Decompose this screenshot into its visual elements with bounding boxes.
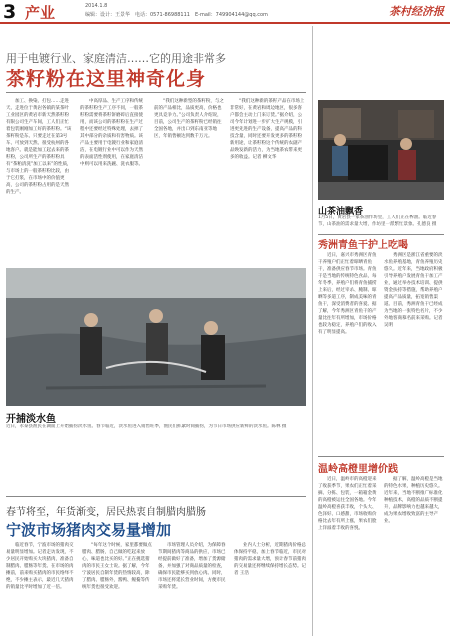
page-header — [0, 0, 450, 24]
orange-story-text-2: 据了解，温岭高橙是当地的特色水果，种植历史悠久。近年来，当地不断推广标准化种植技术，高橙的品质不断提升，品牌影响力也越来越大，成为果农增收致富的主导产业。 — [384, 477, 443, 524]
divider — [318, 234, 444, 235]
divider — [318, 456, 444, 457]
pig-story-column-2 — [82, 542, 152, 636]
oil-mill-image — [318, 100, 444, 200]
pig-story-kicker: 春节将至，年货渐变，居民热衷自制腊肉腊肠 — [6, 507, 206, 518]
fish-story-text-2: 秀洲区是浙江省重要的淡水鱼养殖基地，青鱼养殖历史悠久。近年来，当地政府积极引导养殖户发展青鱼干加工产业，通过举办技术培训、提供资金扶持等措施，帮助养殖户提高产品质量，拓宽销售渠道。目前，秀洲青鱼干已经成为当地的一张特色名片，不少外地客商慕名前来采购。记者 吴明 — [384, 253, 443, 328]
oil-mill-photo — [318, 100, 444, 200]
pig-story-headline: 宁波市场猪肉交易量增加 — [6, 521, 172, 539]
newspaper-logo: 茶村经济报 — [389, 5, 444, 18]
fishing-image — [6, 268, 306, 406]
pig-story-text-3: 市场管理人员介绍，为保障春节期间猪肉等商品的供应，市场已经提前做好了准备，增加了货源储备，并加强了对商品质量的检查，确保市民能够买到放心肉。同时，市场还将延长营业时间，方便市民采购年货。 — [158, 543, 226, 590]
fishing-photo — [6, 268, 306, 406]
fish-story-headline: 秀洲青鱼干护上吃喝 — [318, 240, 408, 251]
story1-text-2: 中高厚品、生产工序和传统的茶籽粉生产工序不同，一般茶籽粉需要将茶籽饼磨碎后直接使用，而该公司的茶籽粉在生产过程中还要经过特殊处理，去掉了其中部分的杂质和有害物质。该产品主要用于电镀行业和家庭清洁，在电镀行业中可以作为天然的表面活性剂使用，在家庭清洁中则可以用来洗碗、洗衣服等。 — [80, 99, 143, 167]
story1-headline: 茶籽粉在这里神奇化身 — [6, 68, 207, 90]
orange-story-text-1: 近日，温岭市的高橙迎来了收获季节，果农们正忙着采摘、分拣、包装，一箱箱金黄的高橙被运往全国各地。今年温岭高橙喜获丰收，个头大、色泽好、口感甜，市场收购价格比去年有所上涨，果农们脸上洋溢着丰收的喜悦。 — [318, 477, 377, 531]
fish-story-text-1: 近日，嘉兴市秀洲区青鱼干养殖户们正忙着晾晒青鱼干，准备供应春节市场。青鱼干是当地的传统特色食品，每年冬季，养殖户们将青鱼捕捞上来后，经过宰杀、腌制、晾晒等多道工序，制成美味的青鱼干，深受消费者的喜爱。据了解，今年秀洲区青鱼干的产量比往年有所增加，市场价格也较为稳定，养殖户们的收入有了明显提高。 — [318, 253, 377, 335]
issue-date: 2014.1.8 — [85, 3, 108, 9]
story1-text-1: 加工、换染、打包……走进天、走进位于黄岩各镇的某茶叶工业园区的黄岩市新天然茶籽粉有限公司生产车间，工人们正忙着包装刚刚加工好的茶籽粉。“该茶籽粉是东、只要走过在第3号车、可放到天然、很受杭州的各地客户。就是能加工起去来的茶籽粉，公司所生产的茶籽粉具有“茶粕清洗”加工以来”的性质，与市场上的一般茶籽粉比较，由于它打浆，在市场中的价值更高，公司的茶籽粉占用的是天然的生产。 — [6, 99, 72, 195]
page-number: 3 — [3, 1, 17, 23]
orange-story-headline: 温岭高橙里增价践 — [318, 464, 398, 475]
fish-story-column-1 — [318, 252, 378, 450]
pig-story-text-1: 临近春节，宁波市场的猪肉交易量明显增加。记者走访发现，不少居民开始购买大块猪肉，准备自制腊肉、腊肠等年货。在市场的肉摊前，前来购买猪肉的市民络绎不绝，不少摊主表示，最近几天猪肉的销量比平时增加了近一倍。 — [6, 543, 74, 590]
oil-mill-photo-title: 山茶油飘香 — [318, 207, 364, 217]
orange-story-column-1 — [318, 476, 378, 636]
fishing-photo-title: 开捕淡水鱼 — [6, 414, 56, 425]
pig-story-text-4: 业内人士分析，近期猪肉价格总体保持平稳，加上春节临近，市民对猪肉的需求量大增，预计春节前猪肉的交易量还将继续保持增长态势。记者 王浩 — [234, 543, 306, 576]
pig-story-column-4 — [234, 542, 306, 636]
divider — [6, 496, 306, 497]
column-divider — [312, 26, 313, 636]
fishing-photo-caption: 近日，永泰县渔民在湖面上开始捕捞淡水鱼。春节临近，淡水鱼进入销售旺季，渔民们抓紧时间捕捞，为节日市场供应新鲜的淡水鱼。陈林 摄 — [6, 424, 287, 429]
oil-mill-photo-caption: 1月5日，黄岩县一家茶油作坊里，工人们正在榨油。临近春节，山茶油的需求量大增，作坊里一派繁忙景象。孔德良 摄 — [318, 215, 437, 227]
orange-story-column-2 — [384, 476, 444, 636]
pig-story-column-1 — [6, 542, 76, 636]
story1-kicker: 用于电镀行业、家庭清洁……它的用途非常多 — [6, 52, 226, 65]
story1-text-3: “我们这种新型的茶籽粉，与之前的产品相比，品质更高，价格也更具竞争力。”公司负责人介绍说，目前，公司生产的茶籽粉已经销往全国各地，并出口到东南亚等地区，年销售额达到数千万元。 — [154, 99, 224, 139]
story1-text-4: “我们这种新的茶籽产品在市场上非常好，在黄岩和周边地区，很多客户都会主动上门来订货。”据介绍，公司今年计划进一步扩大生产规模，引进更先进的生产设备，提高产品的科技含量，同时还要开发更多的茶籽粉新用途，让茶籽粉这个传统的农副产品焕发新的活力，为当地茶农带来更多的收益。记者 柳文华 — [230, 99, 305, 160]
section-title: 产业 — [25, 4, 56, 22]
pig-story-text-2: “每年这个时候，家里都要做点腊肉、腊肠，自己做的吃起来放心，味道也比买的好。”正在挑选猪肉的市民王女士说。据了解，今年宁波居民自制年货的热情较高，除了腊肉、腊肠外，酱鸭、鳗鲞等传统年货也很受欢迎。 — [82, 543, 152, 590]
fish-story-column-2 — [384, 252, 444, 450]
editor-contact: 编辑：设计：王景华 电话：0571-86988111 E-mail：749904144@qq.com — [85, 12, 268, 18]
pig-story-column-3 — [158, 542, 228, 636]
divider — [6, 92, 306, 93]
